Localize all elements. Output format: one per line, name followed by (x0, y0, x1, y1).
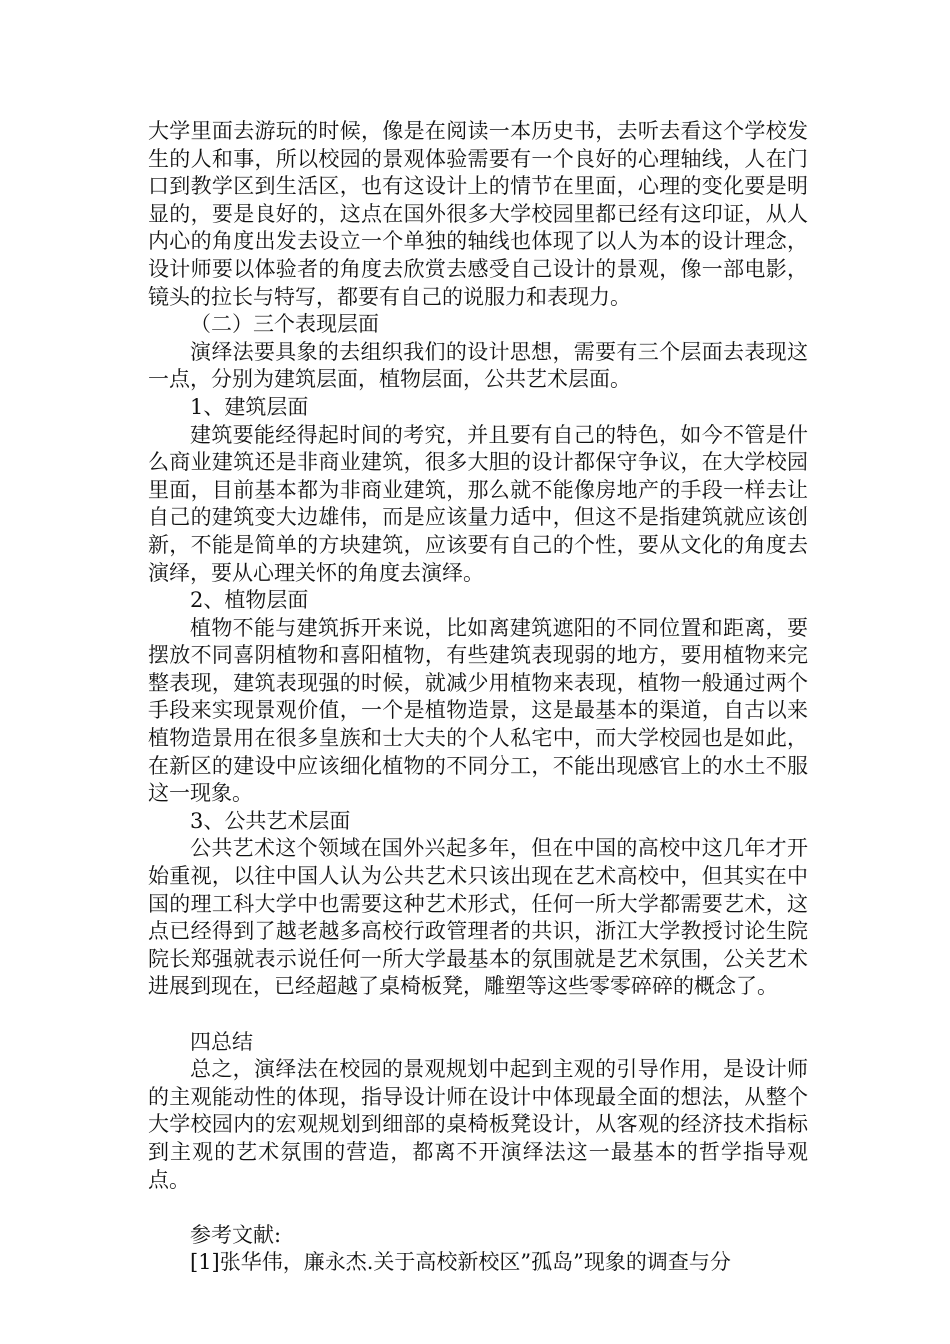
section-heading-three-levels: （二）三个表现层面 (190, 312, 379, 337)
body-paragraph-architecture: 建筑要能经得起时间的考究，并且要有自己的特色，如今不管是什么商业建筑还是非商业建筑，很多大胆的设计都保守争议，在大学校园里面，目前基本都为非商业建筑，那么就不能像房地产的手段一样去让自己的建筑变大边雄伟，而是应该量力适中，但这不是指建筑就应该创新，不能是简单的方块建筑，应该要有自己的个性，要从文化的角度去演绎，要从心理关怀的角度去演绎。 (148, 422, 808, 585)
body-paragraph-three-levels: 演绎法要具象的去组织我们的设计思想，需要有三个层面去表现这一点，分别为建筑层面，植物层面，公共艺术层面。 (148, 339, 808, 392)
reference-item-1: [1]张华伟，廉永杰.关于高校新校区”孤岛”现象的调查与分 (190, 1250, 731, 1275)
references-heading: 参考文献: (190, 1222, 282, 1247)
document-body (148, 118, 808, 1277)
subheading-public-art: 3、公共艺术层面 (190, 808, 351, 833)
paragraph-spacer (148, 1194, 808, 1222)
body-paragraph-summary: 总之，演绎法在校园的景观规划中起到主观的引导作用，是设计师的主观能动性的体现，指导设计师在设计中体现最全面的想法，从整个大学校园内的宏观规划到细部的桌椅板凳设计，从客观的经济技术指标到主观的艺术氛围的营造，都离不开演绎法这一最基本的哲学指导观点。 (148, 1057, 808, 1192)
section-heading-summary: 四总结 (190, 1029, 253, 1054)
body-paragraph-public-art: 公共艺术这个领域在国外兴起多年，但在中国的高校中这几年才开始重视，以往中国人认为公共艺术只该出现在艺术高校中，但其实在中国的理工科大学中也需要这种艺术形式，任何一所大学都需要艺术，这点已经得到了越老越多高校行政管理者的共识，浙江大学教授讨论生院院长郑强就表示说任何一所大学最基本的氛围就是艺术氛围，公关艺术进展到现在，已经超越了桌椅板凳，雕塑等这些零零碎碎的概念了。 (148, 836, 808, 999)
subheading-plants: 2、植物层面 (190, 588, 309, 613)
paragraph-spacer (148, 1001, 808, 1029)
body-paragraph-campus-axis: 大学里面去游玩的时候，像是在阅读一本历史书，去听去看这个学校发生的人和事，所以校园的景观体验需要有一个良好的心理轴线，人在门口到教学区到生活区，也有这设计上的情节在里面，心理的变化要是明显的，要是良好的，这点在国外很多大学校园里都已经有这印证，从人内心的角度出发去设立一个单独的轴线也体现了以人为本的设计理念，设计师要以体验者的角度去欣赏去感受自己设计的景观，像一部电影，镜头的拉长与特写，都要有自己的说服力和表现力。 (148, 119, 808, 309)
subheading-architecture: 1、建筑层面 (190, 394, 309, 419)
body-paragraph-plants: 植物不能与建筑拆开来说，比如离建筑遮阳的不同位置和距离，要摆放不同喜阴植物和喜阳植物，有些建筑表现弱的地方，要用植物来完整表现，建筑表现强的时候，就减少用植物来表现，植物一般通过两个手段来实现景观价值，一个是植物造景，这是最基本的渠道，自古以来植物造景用在很多皇族和士大夫的个人私宅中，而大学校园也是如此，在新区的建设中应该细化植物的不同分工，不能出现感官上的水土不服这一现象。 (148, 615, 808, 806)
